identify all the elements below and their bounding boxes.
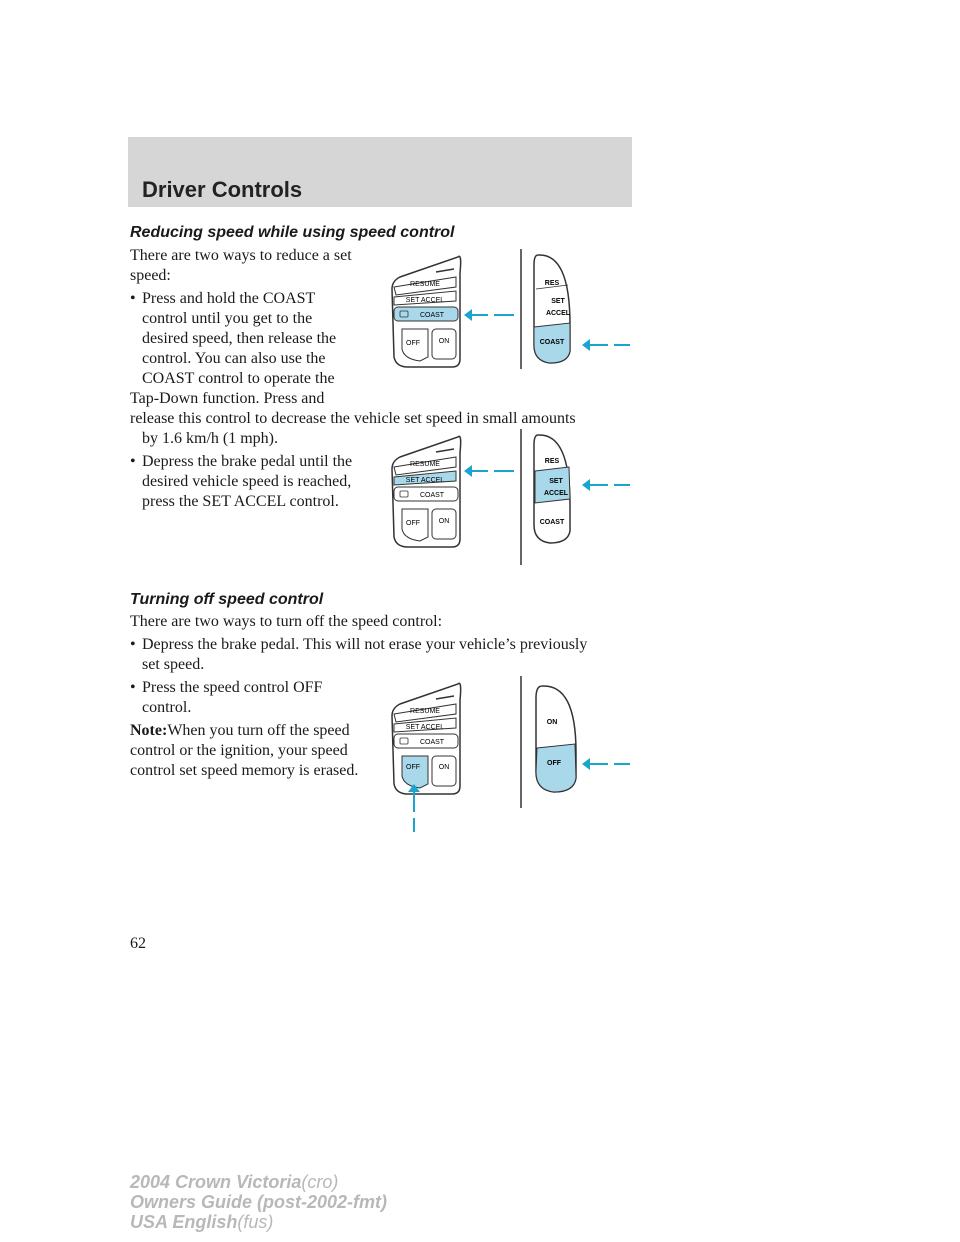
- figure-coast-control: [380, 245, 640, 380]
- set-accel-label: SET ACCEL: [405, 724, 445, 731]
- on-label: ON: [438, 338, 450, 345]
- footer-model: 2004 Crown Victoria: [130, 1172, 302, 1192]
- on-label: ON: [438, 764, 450, 771]
- page-number: 62: [130, 935, 146, 952]
- off-label: OFF: [406, 764, 420, 771]
- bullet-line: control until you get to the: [142, 310, 313, 327]
- bullet-press-off: [130, 678, 380, 718]
- figure-coast-svg: [380, 245, 640, 375]
- intro-text-line-2: speed:: [130, 267, 171, 284]
- on-label: ON: [438, 518, 450, 525]
- section-header-bar: [128, 137, 632, 207]
- bullet-dot: •: [130, 679, 136, 696]
- bullet-line: control. You can also use the: [142, 350, 326, 367]
- bullet-line: press the SET ACCEL control.: [142, 493, 339, 510]
- set-label: SET: [551, 298, 565, 305]
- bullet-dot: •: [130, 453, 136, 470]
- set-label: SET: [549, 478, 563, 485]
- figure-set-accel-control: [380, 425, 640, 575]
- bullet-brake-pedal: [130, 452, 380, 512]
- figure-set-accel-svg: [380, 425, 640, 570]
- figure-off-control: [380, 672, 640, 842]
- res-label: RES: [544, 458, 560, 465]
- footer-model-code: (cro): [301, 1172, 339, 1192]
- on-label: ON: [546, 719, 558, 726]
- bullet-dot: •: [130, 636, 136, 653]
- bullet-line: control.: [142, 699, 192, 716]
- res-label: RES: [544, 280, 560, 287]
- resume-label: RESUME: [410, 281, 440, 288]
- bullet-continuation-line: release this control to decrease the vehicle set speed in small amounts: [130, 410, 576, 427]
- note-label: Note:: [130, 722, 168, 739]
- footer-guide: Owners Guide (post-2002-fmt): [130, 1192, 388, 1212]
- note-text: When you turn off the speed: [167, 722, 350, 739]
- bullet-line: Depress the brake pedal. This will not erase your vehicle’s previously: [142, 636, 588, 653]
- set-accel-label: SET ACCEL: [405, 297, 445, 304]
- intro-text-line-1: There are two ways to reduce a set: [130, 247, 352, 264]
- note-line: control or the ignition, your speed: [130, 742, 348, 759]
- accel-label: ACCEL: [545, 310, 571, 317]
- bullet-line: desired speed, then release the: [142, 330, 337, 347]
- coast-label: COAST: [419, 312, 445, 319]
- off-label: OFF: [547, 760, 561, 767]
- off-label: OFF: [406, 520, 420, 527]
- note-line: [130, 721, 350, 741]
- document-footer: [130, 1172, 387, 1232]
- coast-label: COAST: [539, 519, 565, 526]
- bullet-line: COAST control to operate the: [142, 370, 335, 387]
- bullet-line: Tap-Down function. Press and: [130, 390, 325, 407]
- coast-label: COAST: [539, 339, 565, 346]
- off-label: OFF: [406, 340, 420, 347]
- heading-reducing-speed: Reducing speed while using speed control: [130, 224, 455, 241]
- set-accel-label: SET ACCEL: [405, 477, 445, 484]
- heading-turning-off: Turning off speed control: [130, 591, 324, 608]
- page-title: Driver Controls: [142, 177, 303, 202]
- bullet-line: Press and hold the COAST: [142, 290, 316, 307]
- resume-label: RESUME: [410, 708, 440, 715]
- footer-language: USA English: [130, 1212, 238, 1232]
- resume-label: RESUME: [410, 461, 440, 468]
- coast-label: COAST: [419, 739, 445, 746]
- bullet-brake-off: [130, 635, 640, 675]
- note-line: control set speed memory is erased.: [130, 762, 359, 779]
- bullet-line: Press the speed control OFF: [142, 679, 323, 696]
- bullet-line: desired vehicle speed is reached,: [142, 473, 352, 490]
- bullet-line: Depress the brake pedal until the: [142, 453, 353, 470]
- coast-label: COAST: [419, 492, 445, 499]
- bullet-continuation-line: by 1.6 km/h (1 mph).: [142, 430, 278, 447]
- intro-text: There are two ways to turn off the speed control:: [130, 613, 443, 630]
- bullet-line: set speed.: [142, 656, 205, 673]
- accel-label: ACCEL: [543, 490, 569, 497]
- footer-language-code: (fus): [237, 1212, 274, 1232]
- figure-off-svg: [380, 672, 640, 837]
- bullet-dot: •: [130, 290, 136, 307]
